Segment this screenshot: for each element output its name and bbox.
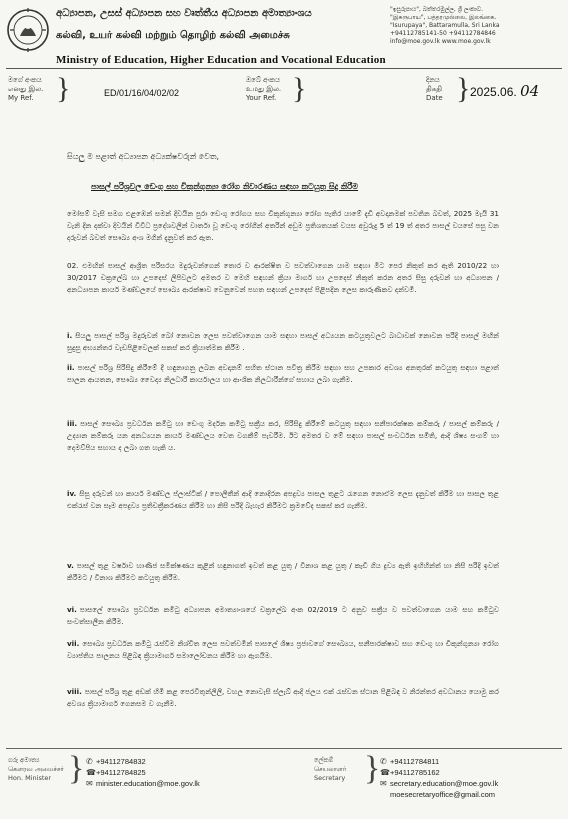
header-divider	[6, 68, 562, 69]
subject-line: පාසල් පරිශ්‍රවල ඩෙංගු සහ චිකුන්ගුන්‍යා රෝග නිවාරණය සඳහා කටයුතු සිදු කිරීම	[91, 182, 359, 191]
brace: }	[364, 750, 381, 787]
phone-icon: ✆	[86, 757, 93, 766]
minister-contacts: ✆ +94112784832 ☎+94112784825 ✉ minister.education@moe.gov.lk	[86, 757, 200, 788]
list-item: iv. සිසු දරුවන් හා කාර්ය මණ්ඩල ප්ලාස්ටික් / පොලිතීන් ආදි නොදිරන අපද්‍රව්‍ය පාසල තුළට රැගෙන නොඒම ලෙස දැනුවත් කිරීම හා පාසල තුළ එක්රැස් වන සෑම අපද්‍රව්‍ය ප්‍රතිචක්‍රීකරණය කිරීම හා නිසි පරිදි බැහැර කිරීමට ක්‍රමවේද සකස් කර ගැනීම.	[67, 489, 499, 510]
footer-divider	[6, 748, 562, 749]
ministry-name-tamil: கல்வி, உயர் கல்வி மற்றும் தொழிற் கல்வி அமைச்சு	[56, 30, 290, 41]
paragraph-1: මෝසම් වැසි සමග එළඹෙන් සමන් දිවයින පුරා ඩෙංගු රෝගය සහ චිකුන්ගුන්‍යා රෝග පැතිර යාමේ දැඩි අවදානමක් පවතින බවත්, 2025 මැයි 31 වැනි දින දක්වා දිවයින් විවිධ ප්‍රදේශවලින් වාර්තා වූ ඩෙංගු රෝගීන් අතරින් අඩුම ප්‍රතිශතයක් වයස අවුරුදු 5 ත් 19 ත් අතර පාසල් වයසේ පසු වන දරුවන් බවත් සෞඛ්‍ය අංශ මගින් දැනුවත් කර ඇත.	[67, 209, 499, 242]
date-value: 2025.06. 04	[470, 82, 540, 100]
phone-icon: ✆	[380, 757, 387, 766]
list-item: ii. පාසල් පරිශ්‍ර පිරිසිදු කිරීමේ දී හඳුනාගනු ලබන අවදානම් සහිත ස්ථාන පවිත්‍ර කිරීම සඳහා සහ උපකාර අවශ්‍ය අනතුරක් කටයුතු සඳහා පළාත් පාලන ආයතන, සෞඛ්‍ය වෛද්‍ය නිලධාරී කාර්යාලය හා ආංශික නිලධාරීන්ගේ සහාය ලබා ගැනීම.	[67, 363, 499, 384]
list-item: viii. පාසල් පරිශ්‍ර තුළ අඩක් හිමි කළ පෙරවිතුන්ලිලි, වහල නොවැසි ස්ලැබ් ආදි ජලය එක් රැස්වන ස්ථාන පිළිබඳ ව නිරන්තර අවධානය යොමු කර අවශ්‍ය ක්‍රියාමාර්ග ගෙනසම ව ගැනීම.	[67, 687, 499, 708]
date-label: දිනය திகதி Date	[426, 76, 443, 102]
my-ref-value: ED/01/16/04/02/02	[104, 88, 180, 98]
list-item: vii. සෞඛ්‍ය ප්‍රවර්ධන කමිටු රැස්වීම නිශ්චිත ලෙස පවත්වමින් පාසලේ ශිෂ්‍ය ප්‍රජාවගේ සෞඛ්‍යය, සනීපාරක්ෂාව සහ ඩෙංගු හා චිකුන්ගුන්‍යා රෝග ව්‍යාප්තිය පාලනය පිළිබඳ ක්‍රියාමාර්ග සමාලෝචනය කිරීම හා ඇගයීම.	[67, 639, 499, 660]
address-line: "ඉසුරුපාය", බත්තරමුල්ල, ශ්‍රී ලංකාව.	[390, 6, 484, 13]
secretary-contacts: ✆ +94112784811 ☎+94112785162 ✉ secretary.education@moe.gov.lk moesecretaryoffice@gmail.com	[380, 757, 499, 799]
ministry-name-english: Ministry of Education, Higher Education and Vocational Education	[56, 54, 386, 66]
list-item: i. සියලු පාසල් පරිශ්‍ර මදුරුවන් බෝ නොවන ලෙස පවත්වාගෙන යාම සඳහා පාසල් අධ්‍යයන කටයුතුවලට බාධාවක් නොවන පරිදි පාසල් මඟින් සුදුසු අභ්‍යන්තර වැඩපිළිවෙලක් සකස් කර ක්‍රියාත්මක කිරීම .	[67, 331, 499, 352]
paragraph-2: 02. එමඟින් පාසල් ආශ්‍රිත පරිසරය මදුරුවන්ගෙන් තොර ව ආරක්ෂිත ව පවත්වාගෙන යාම සඳහා මීට පෙර නිකුත් කර ඇති 2010/22 හා 30/2017 චක්‍රලේඛ හා උපදෙස් ලිපිවලට අමතර ව මෙහි සඳහන් ක්‍රියා මාර්ග හා උපදෙස් නිකුත් කරන අතර සිසු දරුවන් හා අධ්‍යාපන / අනධ්‍යාපන කාර්ය මණ්ඩලයේ සෞඛ්‍ය ආරක්ෂාව වෙනුවෙන් පහත සඳහන් උපදෙස් පිළිපදින ලෙස කාරුණිකව දන්වමි.	[67, 261, 499, 294]
ministry-contact-block	[390, 6, 562, 46]
your-ref-label: ඔබේ අංකය உமது இல. Your Ref.	[246, 76, 282, 102]
list-item: v. පාසල් තුළ වර්ෂාව හාණිජ සමීක්ෂණය කුළින් හඳුනාගත් ඉවත් කළ යුතු / විනාශ කළ යුතු / කැඩී ගිය ද්‍රව්‍ය ඇති ඉහිහින්ත් හා නිසි පරිදි ඉවත් කිරීමට / විනාශ කිරීමට කටයුතු කිරීම.	[67, 561, 499, 582]
brace: }	[292, 72, 307, 105]
my-ref-label: මගේ අංකය எனது இல. My Ref.	[8, 76, 44, 102]
email-icon: ✉	[86, 779, 93, 788]
brace: }	[56, 72, 71, 105]
secretary-label: ලේකම් செயலாளர் Secretary	[314, 756, 347, 782]
email-icon: ✉	[380, 779, 387, 788]
handwritten-day: 04	[520, 82, 540, 100]
fax-icon: ☎	[86, 768, 96, 777]
brace: }	[68, 750, 85, 787]
salutation: සියලු ම පළාත් අධ්‍යාපන අධ්‍යක්ෂවරුන් වෙත,	[67, 152, 220, 161]
national-emblem-icon	[6, 6, 50, 54]
fax-icon: ☎	[380, 768, 390, 777]
brace: }	[456, 72, 471, 105]
list-item: iii. පාසල් සෞඛ්‍ය ප්‍රවර්ධන කමිටු හා ඩෙංගු මර්දන කමිටු සක්‍රීය කර, පිරිසිදු කිරීමේ කටයුතු සඳහා සනීපාරක්ෂක කම්කරු / පාසල් කම්කරු / උද්‍යාන කම්කරු යන අනධ්‍යයන කාර්ය මණ්ඩලය වෙත වගකීම් පැවරීම. ඊට අමතර ව මේ සඳහා පාසල් සංවර්ධන සමිති, ආදි ශිෂ්‍ය සංගම් හා දෙමව්පිය සහාය ද ලබා ගත හැකි ය.	[67, 419, 499, 452]
address-line: "இசுருபாய", பத்தரமுல்லை, இலங்கை.	[390, 14, 497, 21]
list-item: vi. පාසලේ සෞඛ්‍ය ප්‍රවර්ධන කමිටු අධ්‍යාපන අමාත්‍යාංශයේ චක්‍රලේඛ අංක 02/2019 ට අනුව සක්‍රීය ව පවත්වාගෙන යාම සහ කමිටුව සංවත්සාලීන කිරීම.	[67, 605, 499, 626]
minister-label: ගරු අමාත්‍ය கௌரவ அமைச்சர் Hon. Minister	[8, 756, 64, 782]
web-line: info@moe.gov.lk www.moe.gov.lk	[390, 38, 491, 45]
ministry-name-sinhala: අධ්‍යාපන, උසස් අධ්‍යාපන සහ වෘත්තීය අධ්‍යාපන අමාත්‍යාංශය	[56, 8, 312, 19]
address-line: "Isurupaya", Battaramulla, Sri Lanka	[390, 22, 500, 29]
phone-line: +94112785141-50 +94112784846	[390, 30, 496, 37]
